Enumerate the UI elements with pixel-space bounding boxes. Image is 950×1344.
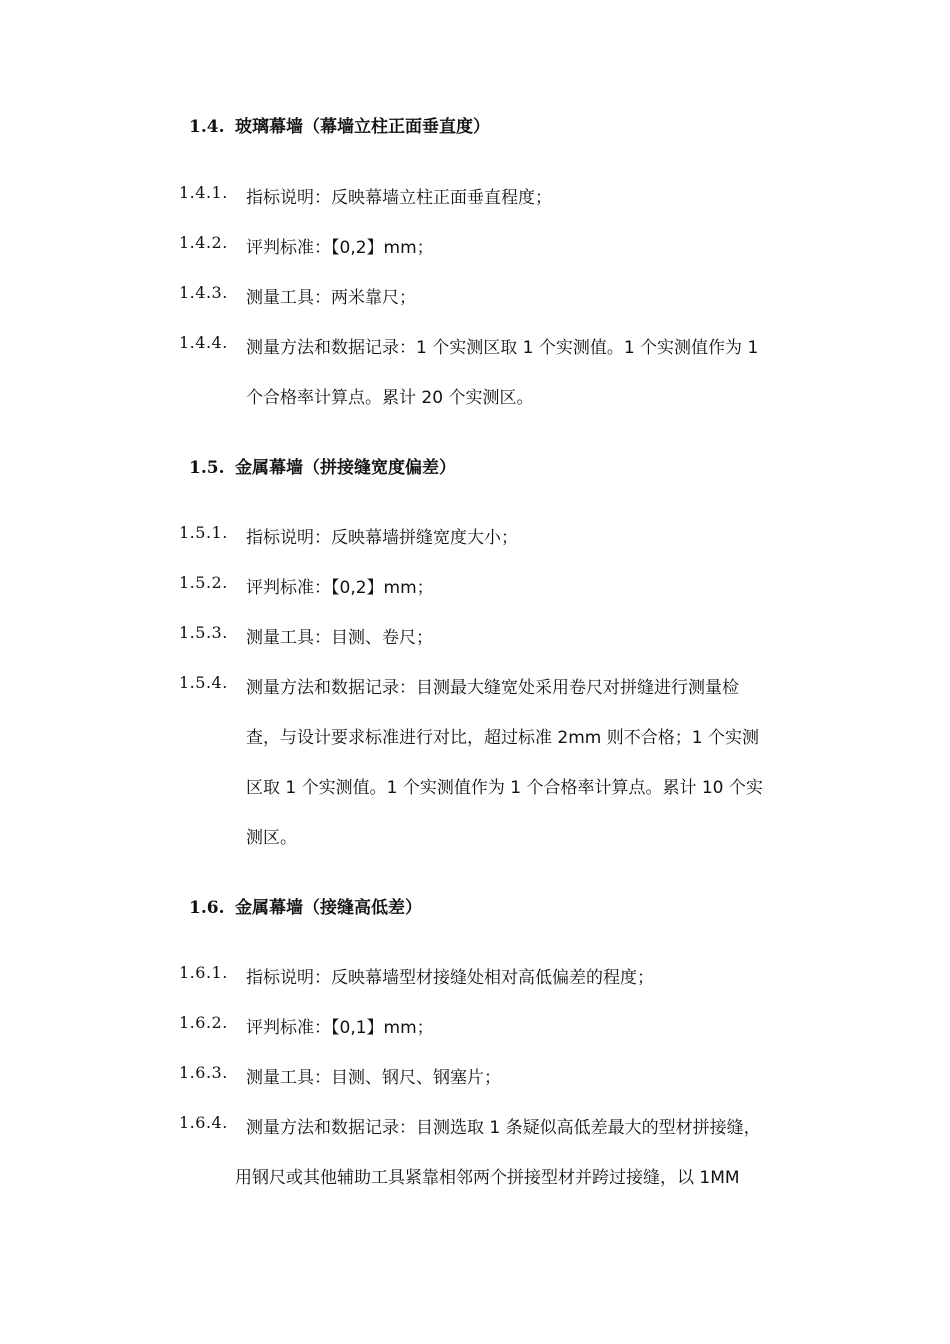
item-text: 测量方法和数据记录：1 个实测区取 1 个实测值。1 个实测值作为 1 bbox=[246, 338, 759, 358]
item-number: 1.5.1. bbox=[179, 523, 228, 542]
item-text-continuation: 查，与设计要求标准进行对比，超过标准 2mm 则不合格；1 个实测 bbox=[246, 728, 759, 748]
item-text: 测量工具：目测、卷尺； bbox=[246, 628, 433, 648]
section-heading-1-5 bbox=[189, 453, 456, 478]
item-number: 1.6.2. bbox=[179, 1013, 228, 1032]
item-number: 1.4.3. bbox=[179, 283, 228, 302]
item-text: 评判标准：【0,2】mm； bbox=[246, 238, 434, 258]
item-text: 测量工具：两米靠尺； bbox=[246, 288, 416, 308]
section-number: 1.5. bbox=[189, 458, 225, 478]
item-text: 指标说明：反映幕墙拼缝宽度大小； bbox=[246, 528, 518, 548]
item-number: 1.5.2. bbox=[179, 573, 228, 592]
item-number: 1.5.4. bbox=[179, 673, 228, 692]
item-text: 评判标准：【0,2】mm； bbox=[246, 578, 434, 598]
item-number: 1.5.3. bbox=[179, 623, 228, 642]
section-heading-1-4 bbox=[189, 112, 490, 137]
item-number: 1.6.1. bbox=[179, 963, 228, 982]
section-number: 1.6. bbox=[189, 898, 225, 918]
item-text: 指标说明：反映幕墙型材接缝处相对高低偏差的程度； bbox=[246, 968, 654, 988]
item-text-continuation: 测区。 bbox=[246, 828, 297, 848]
section-title: 金属幕墙（接缝高低差） bbox=[235, 898, 422, 918]
item-text: 指标说明：反映幕墙立柱正面垂直程度； bbox=[246, 188, 552, 208]
section-title: 金属幕墙（拼接缝宽度偏差） bbox=[235, 458, 456, 478]
item-number: 1.4.1. bbox=[179, 183, 228, 202]
item-text: 测量方法和数据记录：目测选取 1 条疑似高低差最大的型材拼接缝， bbox=[246, 1118, 761, 1138]
section-title: 玻璃幕墙（幕墙立柱正面垂直度） bbox=[235, 117, 490, 137]
item-text-continuation: 个合格率计算点。累计 20 个实测区。 bbox=[246, 388, 534, 408]
item-number: 1.4.2. bbox=[179, 233, 228, 252]
section-number: 1.4. bbox=[189, 117, 225, 137]
item-text-continuation: 区取 1 个实测值。1 个实测值作为 1 个合格率计算点。累计 10 个实 bbox=[246, 778, 763, 798]
item-text: 测量方法和数据记录：目测最大缝宽处采用卷尺对拼缝进行测量检 bbox=[246, 678, 739, 698]
item-text: 评判标准：【0,1】mm； bbox=[246, 1018, 434, 1038]
item-text-continuation: 用钢尺或其他辅助工具紧靠相邻两个拼接型材并跨过接缝，以 1MM bbox=[235, 1168, 740, 1188]
section-heading-1-6 bbox=[189, 893, 422, 918]
item-number: 1.6.4. bbox=[179, 1113, 228, 1132]
item-number: 1.6.3. bbox=[179, 1063, 228, 1082]
item-number: 1.4.4. bbox=[179, 333, 228, 352]
item-text: 测量工具：目测、钢尺、钢塞片； bbox=[246, 1068, 501, 1088]
